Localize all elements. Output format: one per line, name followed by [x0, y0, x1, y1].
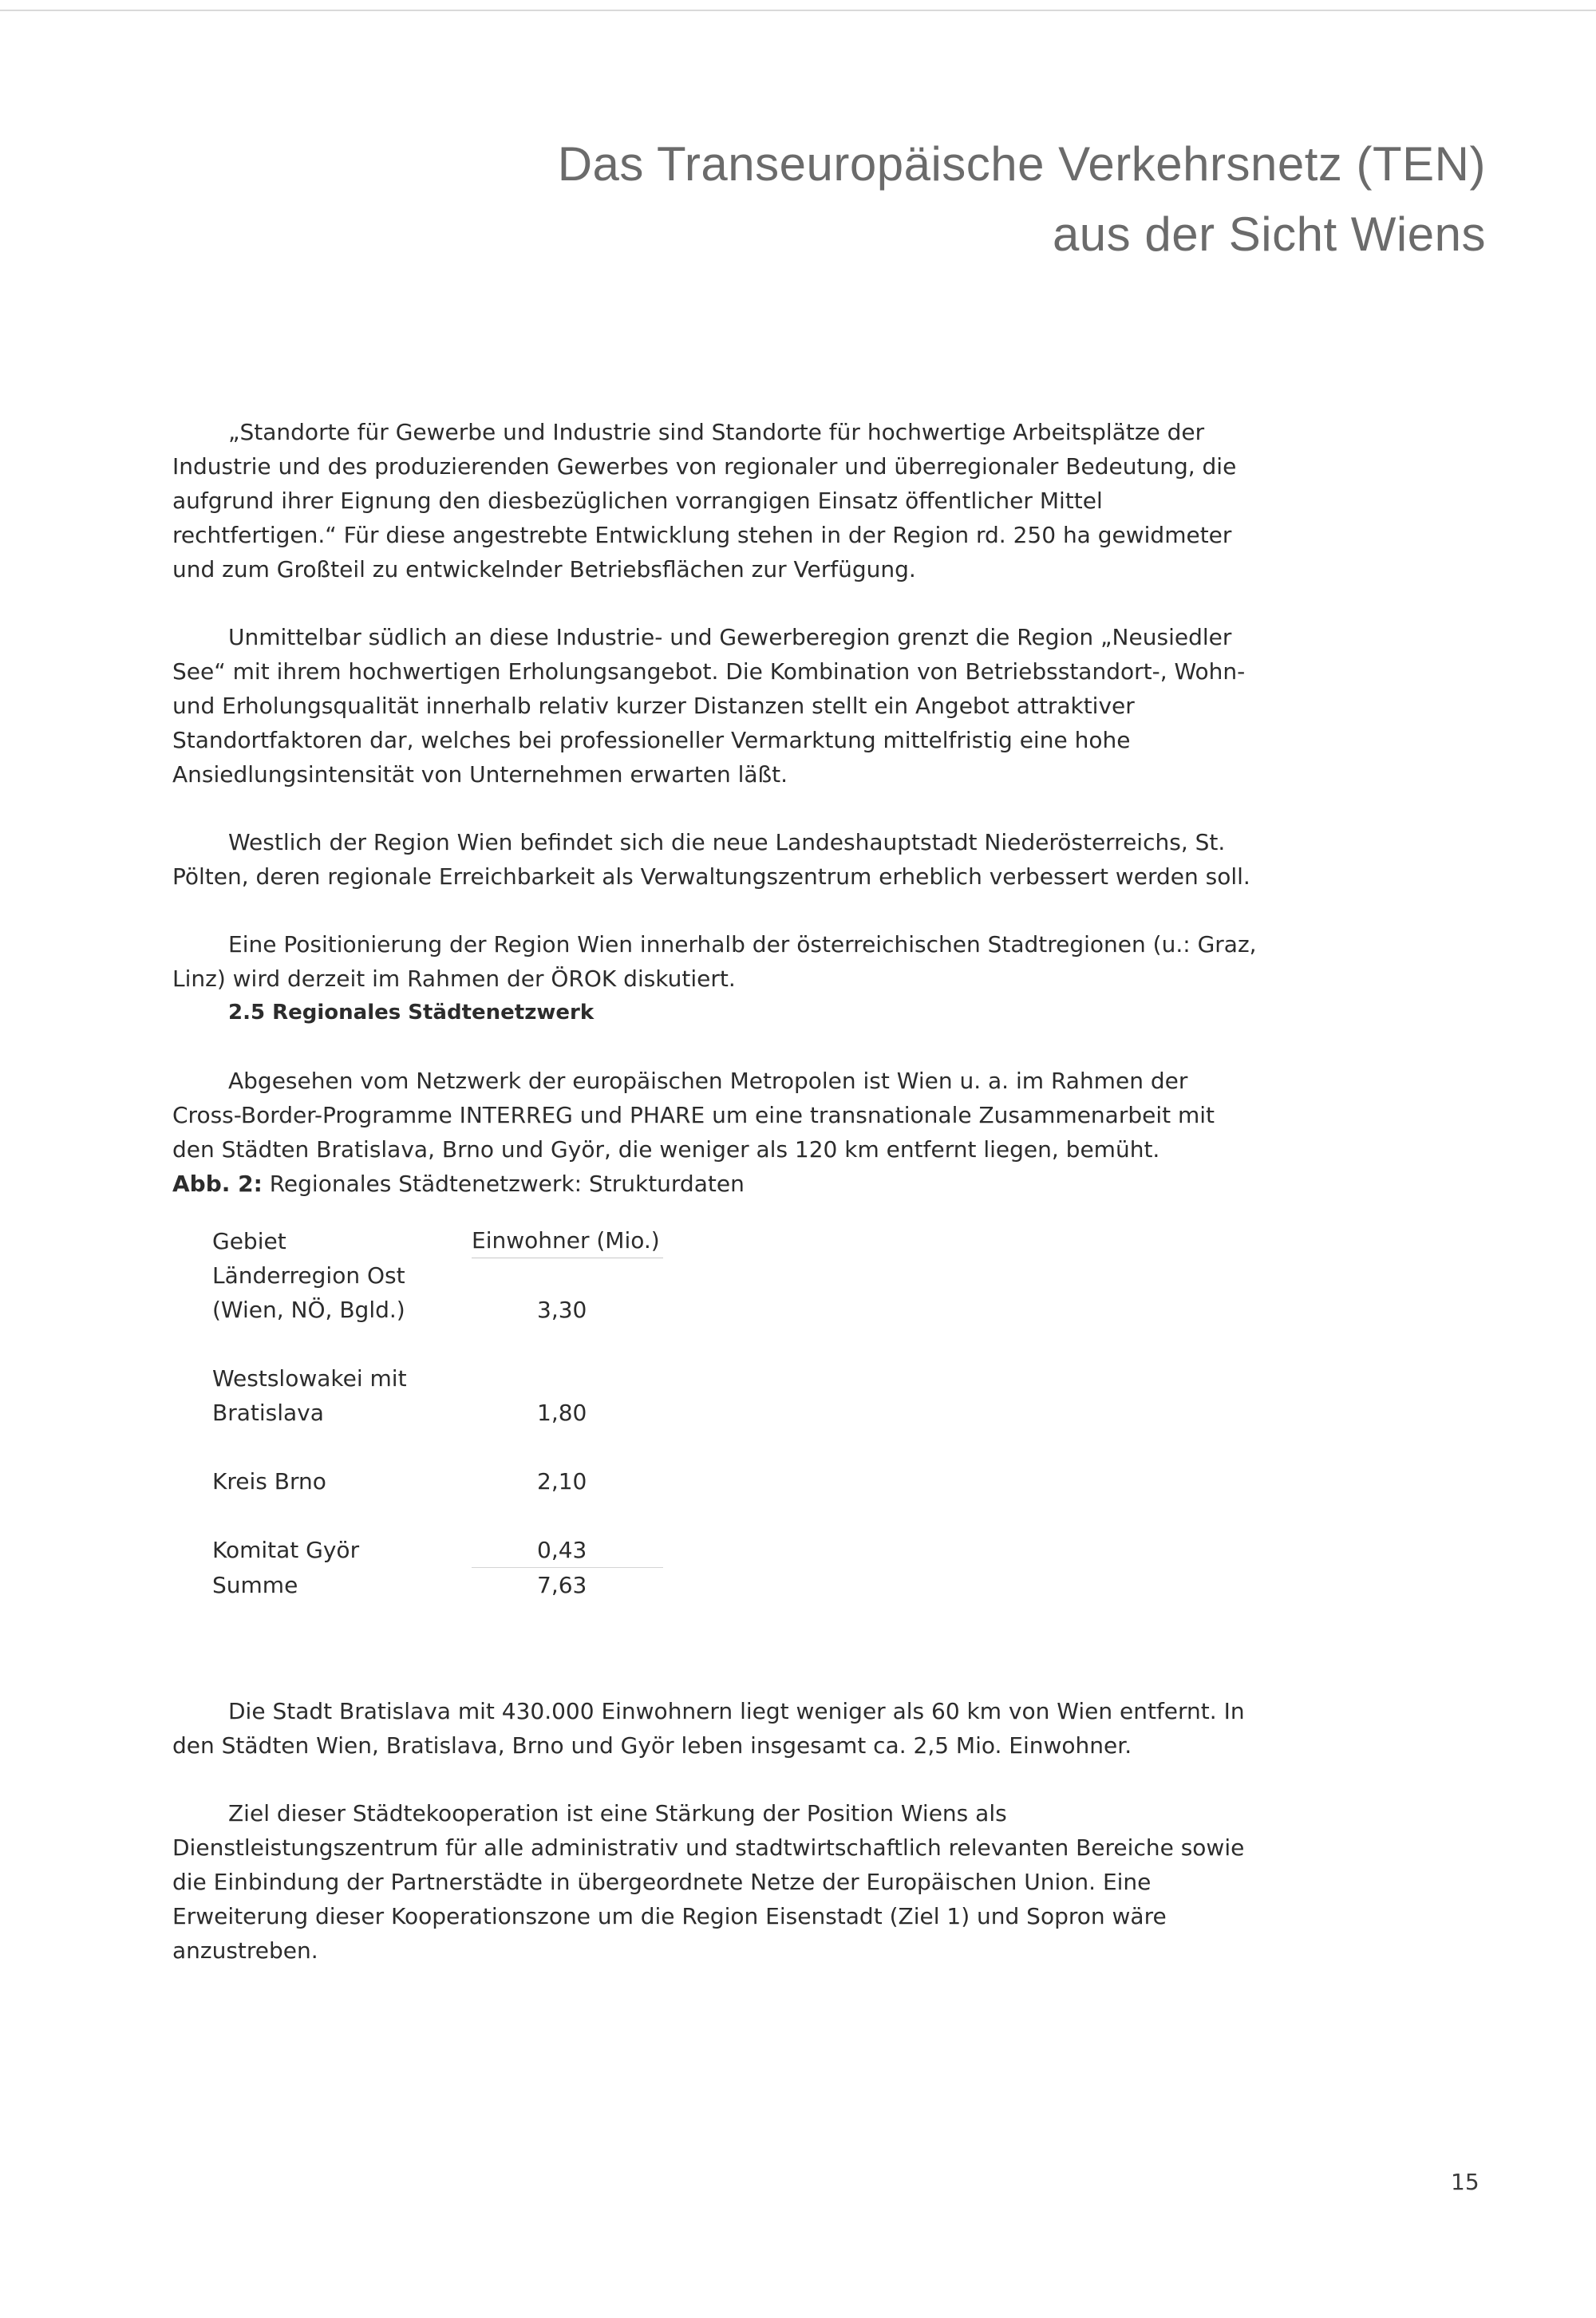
table-cell-value: 1,80: [537, 1399, 587, 1426]
body-paragraph-3: Westlich der Region Wien befindet sich die neue Landeshauptstadt Niederösterreichs, St. Pölten, deren regionale Erreichbarkeit als Verwaltungszentrum erheblich verbessert werden soll.: [172, 829, 1250, 890]
page-title: [289, 129, 1486, 270]
table-cell-value: 2,10: [537, 1467, 587, 1495]
table-cell-value: 7,63: [537, 1571, 587, 1598]
table-cell-region: Kreis Brno: [212, 1467, 326, 1495]
table-cell-region: Bratislava: [212, 1399, 324, 1426]
body-paragraph-4: Eine Positionierung der Region Wien innerhalb der österreichischen Stadtregionen (u.: Graz, Linz) wird derzeit im Rahmen der ÖROK diskutiert.: [172, 931, 1257, 992]
main-content: [172, 415, 1258, 1968]
column-header-population: Einwohner (Mio.): [472, 1223, 663, 1258]
top-rule: [0, 10, 1596, 11]
figure-caption: [172, 1167, 1258, 1201]
section-paragraph: Abgesehen vom Netzwerk der europäischen Metropolen ist Wien u. a. im Rahmen der Cross-Border-Programme INTERREG und PHARE um eine transnationale Zusammenarbeit mit den Städten Bratislava, Brno und Györ, die weniger als 120 km entfernt liegen, bemüht.: [172, 1068, 1215, 1163]
figure-caption-label: Abb. 2:: [172, 1171, 263, 1197]
closing-paragraph-1: Die Stadt Bratislava mit 430.000 Einwohnern liegt weniger als 60 km von Wien entfernt. In den Städten Wien, Bratislava, Brno und Györ leben insgesamt ca. 2,5 Mio. Einwohner.: [172, 1697, 1245, 1759]
table-cell-value: 0,43: [472, 1533, 663, 1568]
table-row: [212, 1293, 663, 1327]
page-number: 15: [1451, 2169, 1479, 2195]
table-cell-region: Westslowakei mit: [212, 1364, 407, 1392]
table-cell-region: Summe: [212, 1571, 298, 1598]
column-header-region: Gebiet: [212, 1227, 286, 1254]
table-header-row: [212, 1223, 663, 1258]
table-cell-region: Komitat Györ: [212, 1537, 360, 1563]
table-cell-region: (Wien, NÖ, Bgld.): [212, 1296, 405, 1323]
table-cell-value: 3,30: [537, 1296, 587, 1323]
figure-caption-text: Regionales Städtenetzwerk: Strukturdaten: [269, 1171, 745, 1197]
table-row: [212, 1533, 663, 1568]
table-row-total: [212, 1567, 663, 1602]
table-cell-region: Länderregion Ost: [212, 1262, 405, 1289]
structure-data-table: [212, 1223, 663, 1602]
page-title-line-1: Das Transeuropäische Verkehrsnetz (TEN): [557, 137, 1486, 191]
table-row: [212, 1361, 663, 1396]
body-paragraph-1: „Standorte für Gewerbe und Industrie sind Standorte für hochwertige Arbeitsplätze der Industrie und des produzierenden Gewerbes von regionaler und überregionaler Bedeutung, die aufgrund ihrer Eignung den diesbezüglichen vorrangigen Einsatz öffentlicher Mittel rechtfertigen.“ Für diese angestrebte Entwicklung stehen in der Region rd. 250 ha gewidmeter und zum Großteil zu entwickelnder Betriebsflächen zur Verfügung.: [172, 419, 1237, 582]
table-row: [212, 1464, 663, 1499]
closing-paragraph-2: Ziel dieser Städtekooperation ist eine Stärkung der Position Wiens als Dienstleistungszentrum für alle administrativ und stadtwirtschaftlich relevanten Bereiche sowie die Einbindung der Partnerstädte in übergeordnete Netze der Europäischen Union. Eine Erweiterung dieser Kooperationszone um die Region Eisenstadt (Ziel 1) und Sopron wäre anzustreben.: [172, 1799, 1245, 1964]
section-heading: 2.5 Regionales Städtenetzwerk: [228, 1001, 595, 1025]
body-paragraph-2: Unmittelbar südlich an diese Industrie- und Gewerberegion grenzt die Region „Neusiedler See“ mit ihrem hochwertigen Erholungsangebot. Die Kombination von Betriebsstandort-, Wohn- und Erholungsqualität innerhalb relativ kurzer Distanzen stellt ein Angebot attraktiver Standortfaktoren dar, welches bei professioneller Vermarktung mittelfristig eine hohe Ansiedlungsintensität von Unternehmen erwarten läßt.: [172, 624, 1246, 788]
page-title-line-2: aus der Sicht Wiens: [1052, 207, 1486, 261]
table-row: [212, 1258, 663, 1293]
table-row: [212, 1396, 663, 1430]
